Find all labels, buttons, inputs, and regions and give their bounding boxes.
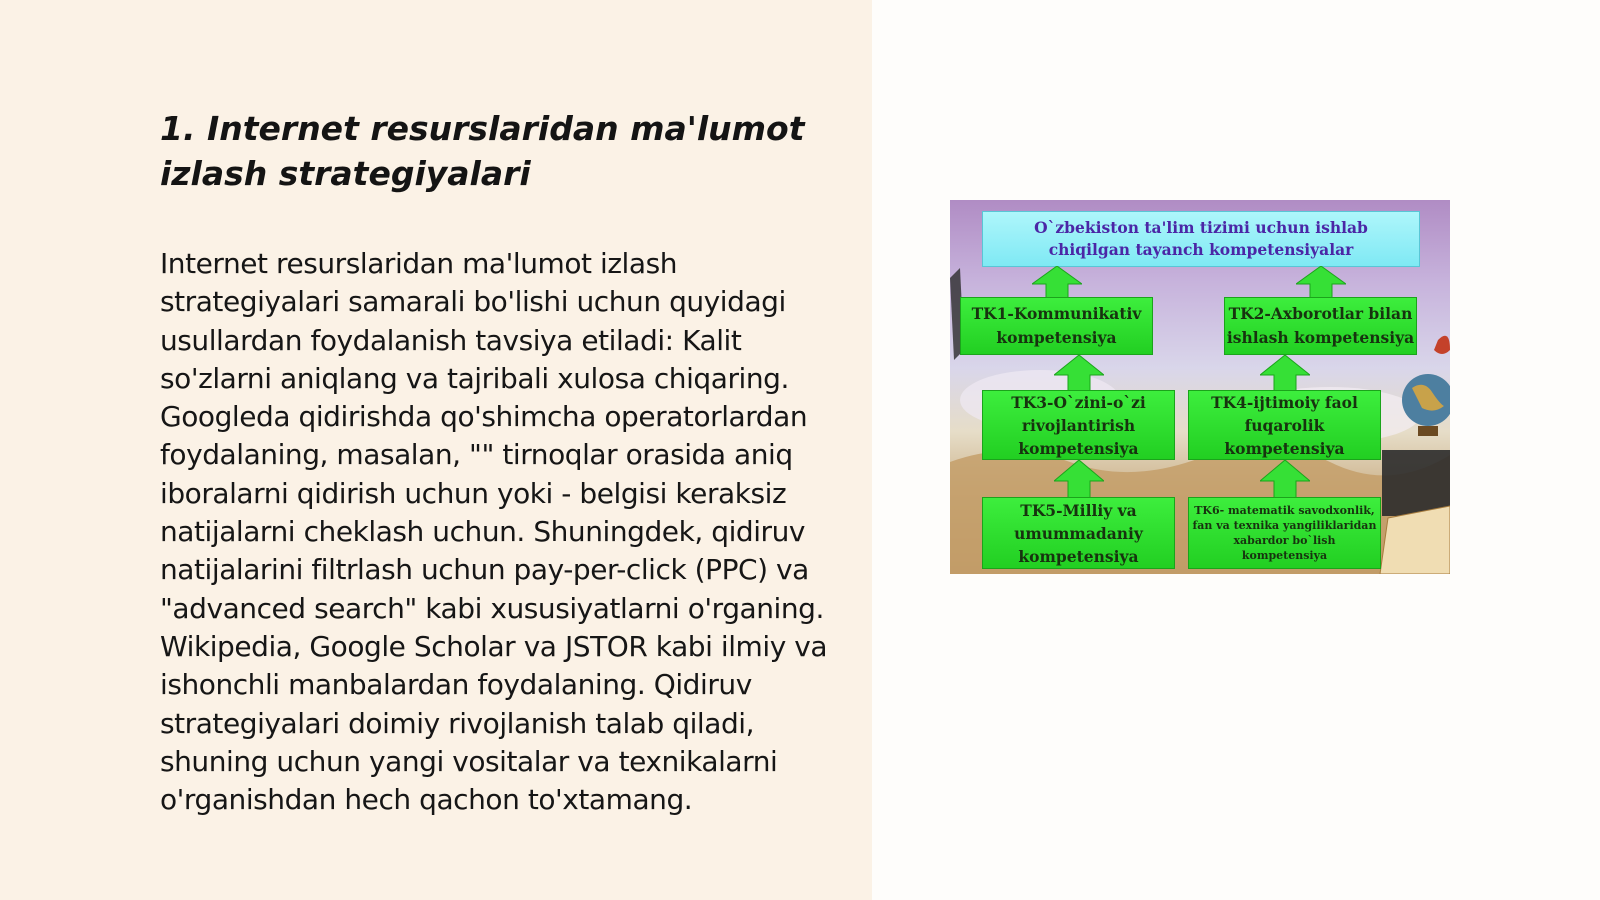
globe-stand bbox=[1418, 426, 1438, 436]
slide-title: 1. Internet resurslaridan ma'lumot izlash strategiyalari bbox=[160, 109, 805, 193]
competency-box-tk6 bbox=[1188, 497, 1381, 569]
competency-label: TK5-Milliy va umummadaniy kompetensiya bbox=[1014, 500, 1143, 566]
arrow-up-icon bbox=[1260, 460, 1310, 498]
arrow-up-icon bbox=[1296, 266, 1346, 298]
competency-box-tk5 bbox=[982, 497, 1175, 569]
competency-box-tk1 bbox=[960, 297, 1153, 355]
leaf-icon bbox=[1434, 336, 1450, 354]
diagram-header bbox=[982, 211, 1420, 267]
competency-label: TK3-O`zini-o`zi rivojlantirish kompetensiya bbox=[1011, 392, 1146, 458]
competency-label: TK4-ijtimoiy faol fuqarolik kompetensiya bbox=[1211, 392, 1358, 458]
competency-box-tk3 bbox=[982, 390, 1175, 460]
competency-box-tk4 bbox=[1188, 390, 1381, 460]
arrow-up-icon bbox=[1054, 355, 1104, 391]
competency-label: TK6- matematik savodxonlik, fan va texnika yangiliklaridan xabardor bo`lish kompetensiya bbox=[1192, 504, 1377, 562]
diagram-header-text: O`zbekiston ta'lim tizimi uchun ishlab chiqilgan tayanch kompetensiyalar bbox=[1034, 218, 1368, 259]
slide-body-text: Internet resurslaridan ma'lumot izlash strategiyalari samarali bo'lishi uchun quyidagi usullardan foydalanish tavsiya etiladi: Kalit so'zlarni aniqlang va tajribali xulosa chiqaring. Googleda qidirishda qo'shimcha operatorlardan foydalaning, masalan, "" tirnoqlar orasida aniq iboralarni qidirish uchun yoki - belgisi keraksiz natijalarni cheklash uchun. Shuningdek, qidiruv natijalarini filtrlash uchun pay-per-click (PPC) va "advanced search" kabi xususiyatlarni o'rganing. Wikipedia, Google Scholar va JSTOR kabi ilmiy va ishonchli manbalardan foydalaning. Qidiruv strategiyalari doimiy rivojlanish talab qiladi, shuning uchun yangi vositalar va texnikalarni o'rganishdan hech qachon to'xtamang. bbox=[160, 247, 828, 817]
competency-label: TK1-Kommunikativ kompetensiya bbox=[971, 304, 1142, 347]
competency-box-tk2 bbox=[1224, 297, 1417, 355]
blackboard-icon bbox=[1382, 450, 1450, 516]
arrow-up-icon bbox=[1260, 355, 1310, 391]
competency-label: TK2-Axborotlar bilan ishlash kompetensiya bbox=[1226, 304, 1415, 347]
arrow-up-icon bbox=[1032, 266, 1082, 298]
competencies-diagram-image bbox=[950, 200, 1450, 574]
arrow-up-icon bbox=[1054, 460, 1104, 498]
